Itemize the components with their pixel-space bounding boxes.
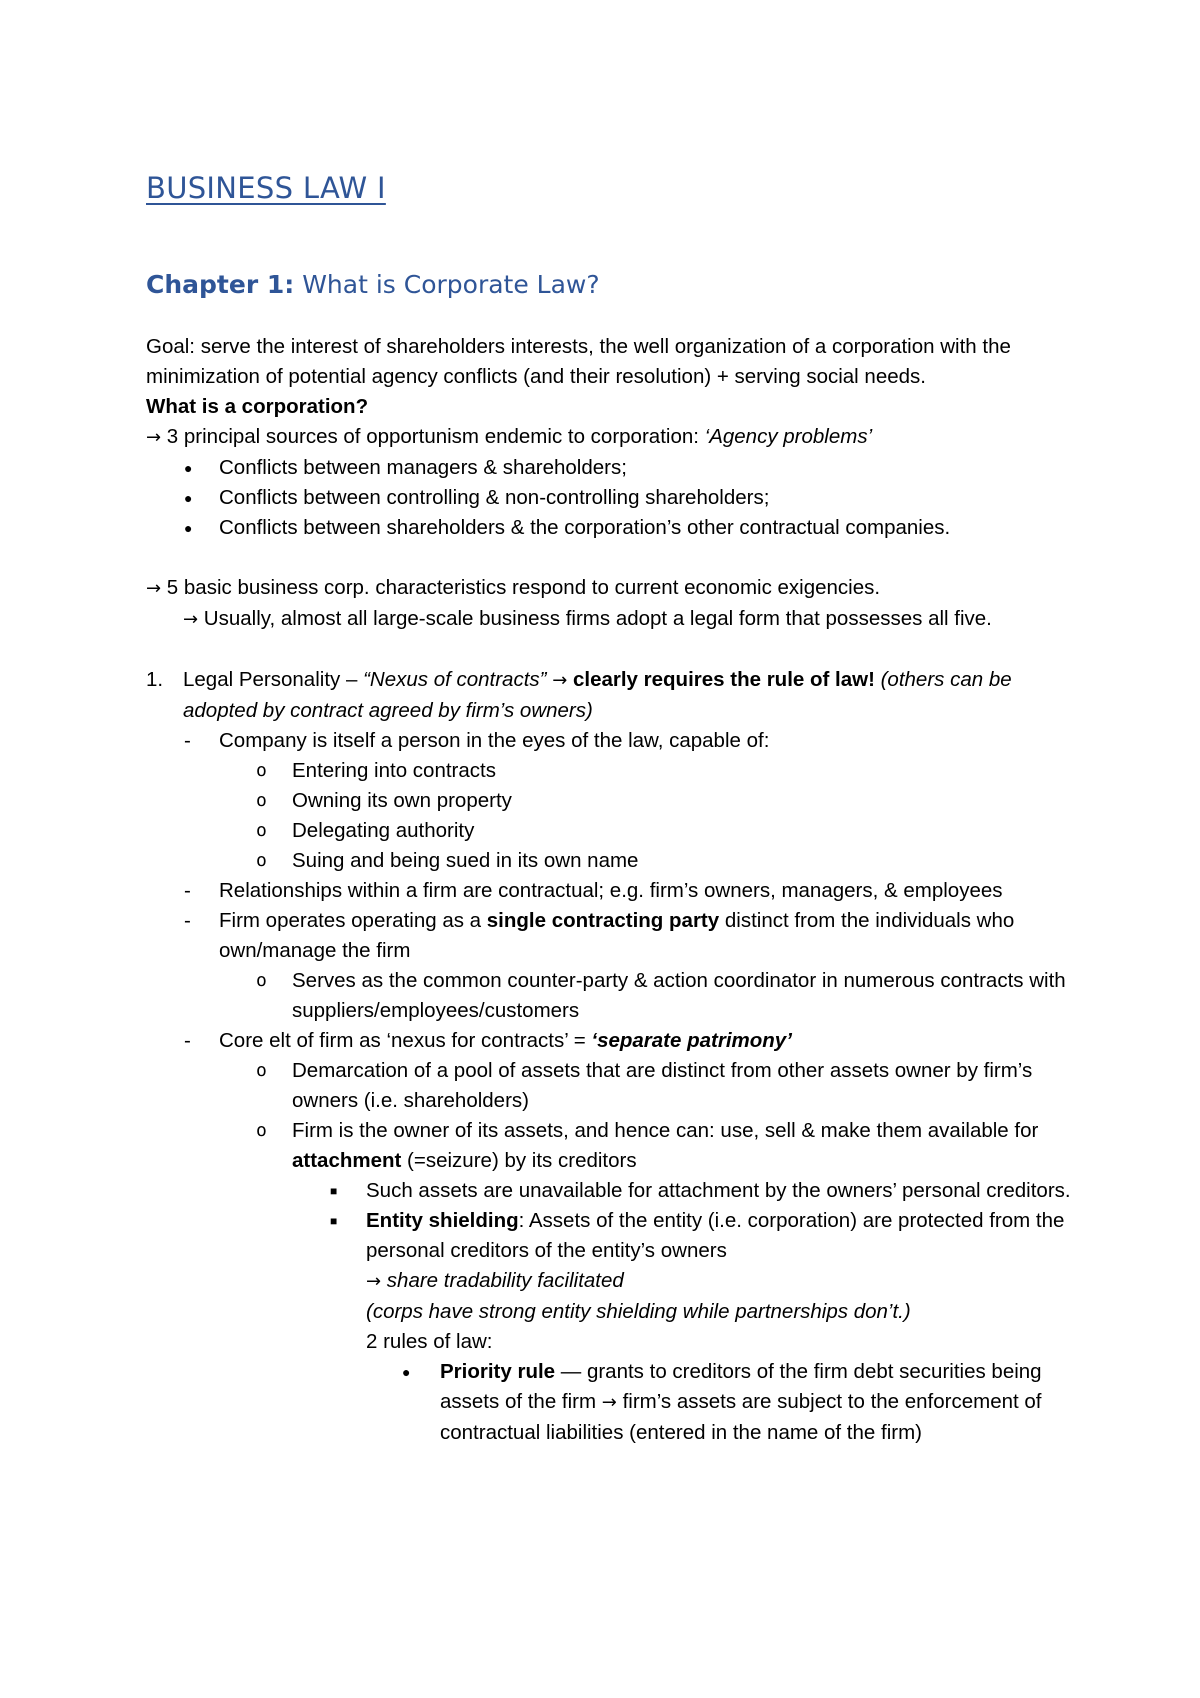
square-item-continuation: → share tradability facilitated — [366, 1269, 624, 1292]
arrow-icon: → — [601, 1392, 617, 1413]
arrow-icon: → — [552, 670, 568, 691]
circle-bullet-icon: o — [256, 820, 267, 841]
bullet-icon: ● — [184, 460, 193, 476]
list-item: ● Conflicts between managers & shareholders; — [146, 453, 1076, 483]
priority-rule-item: ● Priority rule — grants to creditors of the firm debt securities being assets of the firm → firm’s assets are subject to the enforcement of contractual liabilities (entered in the name of the firm) — [146, 1357, 1076, 1448]
document-body — [146, 170, 1076, 1448]
list-item: ● Conflicts between controlling & non-controlling shareholders; — [146, 483, 1076, 513]
sub-item: o Serves as the common counter-party & action coordinator in numerous contracts with suppliers/employees/customers — [146, 966, 1076, 1026]
bullet-icon: ● — [402, 1364, 411, 1380]
sub-item: o Owning its own property — [146, 786, 1076, 816]
chapter-label: Chapter 1: — [146, 270, 295, 299]
goal-paragraph: Goal: serve the interest of shareholders interests, the well organization of a corporation with the minimization of potential agency conflicts (and their resolution) + serving social needs. — [146, 335, 1011, 388]
chapter-text: What is Corporate Law? — [302, 270, 600, 299]
dash-item: - Firm operates operating as a single contracting party distinct from the individuals who own/manage the firm — [146, 906, 1076, 966]
numbered-item-legal-personality: 1. Legal Personality – “Nexus of contracts” → clearly requires the rule of law! (others can be adopted by contract agreed by firm’s owners) — [146, 665, 1076, 726]
dash-icon: - — [184, 909, 191, 932]
circle-bullet-icon: o — [256, 970, 267, 991]
dash-icon: - — [184, 729, 191, 752]
dash-icon: - — [184, 879, 191, 902]
square-item-continuation: 2 rules of law: — [366, 1330, 493, 1353]
arrow-icon: → — [146, 427, 162, 448]
arrow-icon: → — [146, 578, 162, 599]
arrow-icon: → — [366, 1271, 382, 1292]
square-bullet-icon: ■ — [330, 1184, 338, 1198]
square-bullet-icon: ■ — [330, 1214, 338, 1228]
sub-item: o Demarcation of a pool of assets that are distinct from other assets owner by firm’s owners (i.e. shareholders) — [146, 1056, 1076, 1116]
dash-item: - Company is itself a person in the eyes of the law, capable of: — [146, 726, 1076, 756]
what-is-heading: What is a corporation? — [146, 395, 369, 418]
bullet-icon: ● — [184, 490, 193, 506]
circle-bullet-icon: o — [256, 850, 267, 871]
document-title: BUSINESS LAW I — [146, 171, 386, 205]
arrow-icon: → — [183, 609, 199, 630]
circle-bullet-icon: o — [256, 1060, 267, 1081]
circle-bullet-icon: o — [256, 790, 267, 811]
dash-item: - Relationships within a firm are contractual; e.g. firm’s owners, managers, & employees — [146, 876, 1076, 906]
sources-intro: → 3 principal sources of opportunism endemic to corporation: ‘Agency problems’ — [146, 425, 873, 448]
circle-bullet-icon: o — [256, 1120, 267, 1141]
square-item-continuation: (corps have strong entity shielding while partnerships don’t.) — [366, 1300, 911, 1323]
chapter-heading — [146, 268, 1076, 302]
circle-bullet-icon: o — [256, 760, 267, 781]
characteristics-line: → 5 basic business corp. characteristics respond to current economic exigencies. — [146, 576, 881, 599]
list-item: ● Conflicts between shareholders & the corporation’s other contractual companies. — [146, 513, 1076, 543]
item-number: 1. — [146, 668, 164, 691]
bullet-icon: ● — [184, 520, 193, 536]
sub-item: o Firm is the owner of its assets, and hence can: use, sell & make them available for attachment (=seizure) by its creditors — [146, 1116, 1076, 1176]
sub-item: o Suing and being sued in its own name — [146, 846, 1076, 876]
usually-line: → Usually, almost all large-scale business firms adopt a legal form that possesses all five. — [183, 607, 992, 630]
square-item: ■ Such assets are unavailable for attachment by the owners’ personal creditors. — [146, 1176, 1076, 1206]
sub-item: o Delegating authority — [146, 816, 1076, 846]
dash-item: - Core elt of firm as ‘nexus for contracts’ = ‘separate patrimony’ — [146, 1026, 1076, 1056]
dash-icon: - — [184, 1029, 191, 1052]
sub-item: o Entering into contracts — [146, 756, 1076, 786]
square-item: ■ Entity shielding: Assets of the entity (i.e. corporation) are protected from the personal creditors of the entity’s owners — [146, 1206, 1076, 1266]
